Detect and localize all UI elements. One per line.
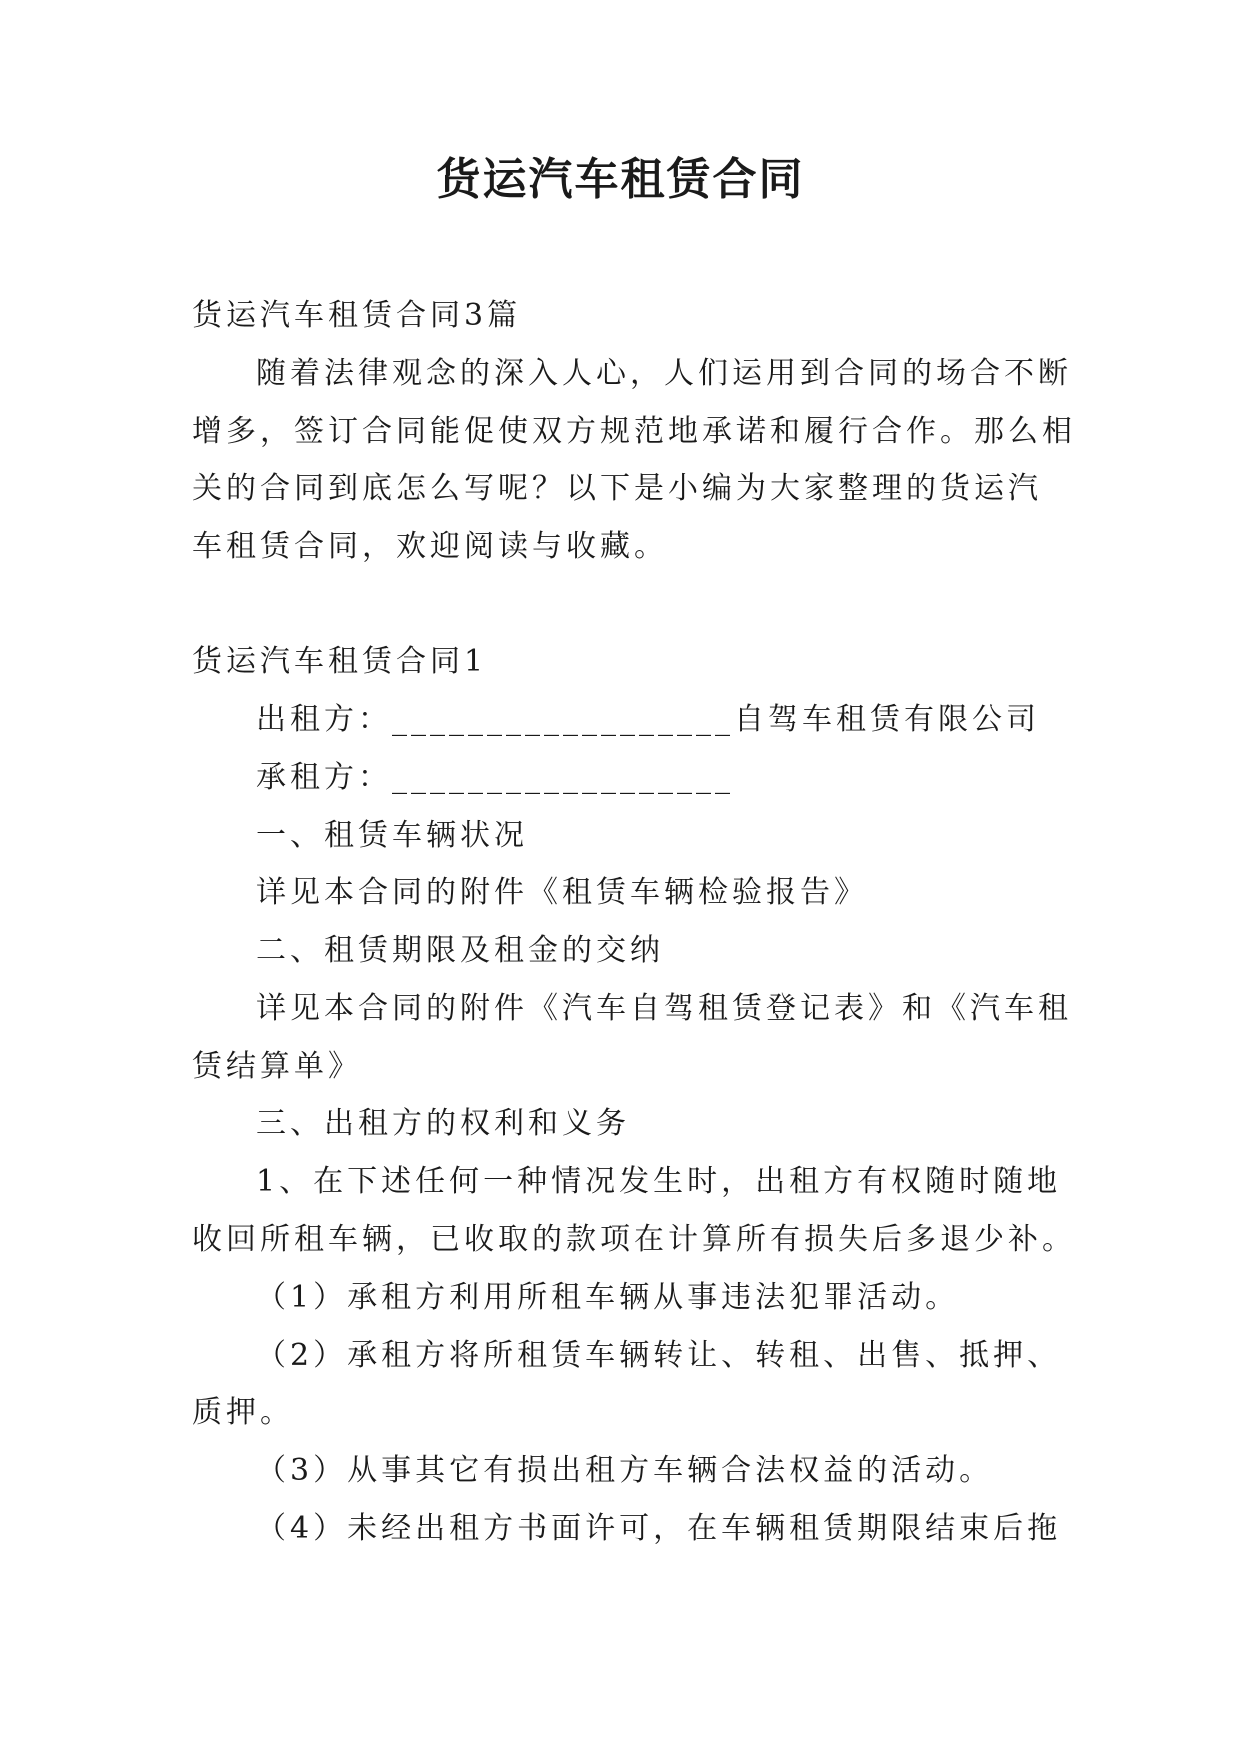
section-heading-1: 货运汽车租赁合同1 [192, 644, 488, 679]
sub-item-2a: （2）承租方将所租赁车辆转让、转租、出售、抵押、 [256, 1338, 1062, 1373]
intro-line-3: 关的合同到底怎么写呢？以下是小编为大家整理的货运汽 [192, 471, 1042, 506]
clause-item-1a: 1、在下述任何一种情况发生时，出租方有权随时随地 [256, 1164, 1062, 1199]
sub-item-3: （3）从事其它有损出租方车辆合法权益的活动。 [256, 1453, 994, 1488]
clause-text-2a: 详见本合同的附件《汽车自驾租赁登记表》和《汽车租 [256, 991, 1072, 1026]
lessor-line: 出租方：__________________自驾车租赁有限公司 [256, 702, 1040, 737]
sub-item-1: （1）承租方利用所租车辆从事违法犯罪活动。 [256, 1280, 960, 1315]
sub-item-2b: 质押。 [192, 1395, 294, 1430]
intro-line-4: 车租赁合同，欢迎阅读与收藏。 [192, 529, 668, 564]
lessee-line: 承租方：__________________ [256, 760, 734, 795]
clause-text-1: 详见本合同的附件《租赁车辆检验报告》 [256, 875, 868, 910]
intro-line-1: 随着法律观念的深入人心，人们运用到合同的场合不断 [256, 356, 1072, 391]
clause-text-2b: 赁结算单》 [192, 1049, 362, 1084]
subtitle-line: 货运汽车租赁合同3篇 [192, 298, 522, 333]
document-title: 货运汽车租赁合同 [436, 154, 805, 205]
clause-heading-3: 三、出租方的权利和义务 [256, 1106, 630, 1141]
clause-heading-2: 二、租赁期限及租金的交纳 [256, 933, 664, 968]
sub-item-4: （4）未经出租方书面许可，在车辆租赁期限结束后拖 [256, 1511, 1062, 1546]
clause-heading-1: 一、租赁车辆状况 [256, 818, 528, 853]
clause-item-1b: 收回所租车辆，已收取的款项在计算所有损失后多退少补。 [192, 1222, 1076, 1257]
intro-line-2: 增多，签订合同能促使双方规范地承诺和履行合作。那么相 [192, 414, 1076, 449]
